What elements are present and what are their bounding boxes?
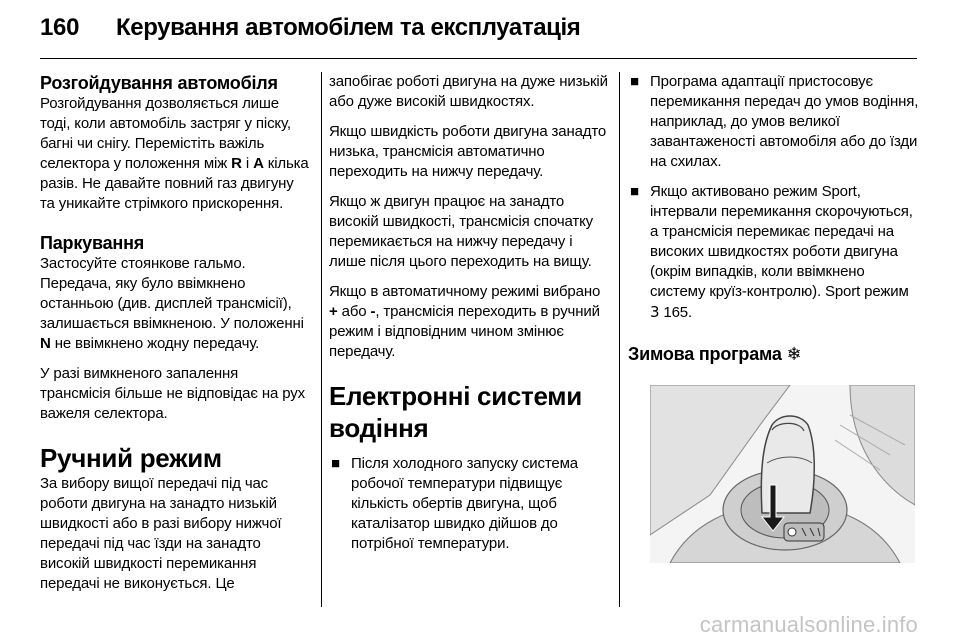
section-heading-parking: Паркування (40, 233, 145, 253)
key-minus: - (370, 303, 376, 320)
winter-heading-text: Зимова програма (628, 344, 782, 364)
page-title: Керування автомобілем та експлуатація (116, 14, 581, 41)
adaptive-text: Програма адаптації пристосовує перемикання передач до умов водіння, наприклад, до умов великої завантаженості автомобіля або до їзди на схилах. (650, 73, 919, 170)
bullet-square-icon: ■ (331, 455, 340, 472)
list-item-adaptive (628, 72, 920, 172)
bullet-square-icon: ■ (630, 73, 639, 90)
auto-text-or: або (337, 303, 371, 320)
and-text: і (241, 155, 254, 172)
list-item-cold-start (329, 454, 611, 554)
sport-text: Якщо активовано режим Sport, інтервали перемикання скорочуються, а трансмісія перемикає передачі на високих швидкостях роботи двигуна (окрім випадків, коли ввімкнено систему круїз-контролю). Sport режим (650, 183, 913, 300)
page-header (40, 14, 920, 54)
page-ref-arrow-icon: 3 (650, 303, 660, 321)
ignition-paragraph: У разі вимкненого запалення трансмісія більше не відповідає на рух важеля селектора. (40, 365, 305, 422)
sport-ref-page[interactable]: 165. (659, 304, 693, 321)
column-3 (628, 72, 920, 366)
key-a: A (253, 155, 264, 172)
starting-text-end: кілька разів. Не давайте повний газ двигуну та уникайте стрімкого прискорення. (40, 155, 309, 212)
parking-paragraph (40, 254, 312, 354)
snowflake-icon: ❄ (786, 344, 802, 365)
page-number: 160 (40, 14, 80, 41)
list-item-sport (628, 182, 920, 323)
starting-paragraph (40, 94, 312, 214)
header-rule (40, 58, 917, 59)
column-2 (329, 72, 611, 554)
column-1 (40, 72, 312, 594)
section-heading-winter (628, 343, 920, 366)
parking-text-end: не ввімкнено жодну передачу. (50, 335, 260, 352)
key-n: N (40, 335, 51, 352)
cold-start-text: Після холодного запуску система робочої температури підвищує кількість обертів двигуна, щоб каталізатор швидко дійшов до потрібної температури. (351, 455, 578, 552)
continuation-paragraph: запобігає роботі двигуна на дуже низькій або дуже високій швидкостях. (329, 73, 608, 110)
key-r: R (231, 155, 242, 172)
section-heading-manual: Ручний режим (40, 443, 222, 473)
low-speed-paragraph: Якщо швидкість роботи двигуна занадто низька, трансмісія автоматично переходить на нижчу передачу. (329, 123, 607, 180)
high-speed-paragraph: Якщо ж двигун працює на занадто високій швидкості, трансмісія спочатку перемикається на нижчу передачу і лише після цього переходить на вищу. (329, 193, 594, 270)
bullet-square-icon: ■ (630, 183, 639, 200)
auto-mode-paragraph (329, 282, 611, 362)
manual-paragraph: За вибору вищої передачі під час роботи двигуна на занадто низькій швидкості або в разі вибору нижчої передачі під час їзди на занадто високій швидкості перемикання передачі не виконується. Це (40, 475, 282, 592)
auto-text-end: , трансмісія переходить в ручний режим і відповідним чином змінює передачу. (329, 303, 600, 360)
column-divider-1 (321, 72, 322, 607)
section-heading-starting: Розгойдування автомобіля (40, 73, 278, 93)
section-heading-electronic: Електронні системи водіння (329, 381, 582, 443)
key-plus: + (329, 303, 338, 320)
column-divider-2 (619, 72, 620, 607)
watermark: carmanualsonline.info (699, 612, 918, 637)
parking-text: Застосуйте стоянкове гальмо. Передача, яку було ввімкнено останньою (див. дисплей трансмісії), залишається ввімкненою. У положенні (40, 255, 304, 332)
auto-text-start: Якщо в автоматичному режимі вибрано (329, 283, 601, 300)
gear-selector-illustration (650, 385, 915, 563)
starting-text: Розгойдування дозволяється лише тоді, коли автомобіль застряг у піску, багні чи снігу. Перемістіть важіль селектора у положення між (40, 95, 291, 172)
